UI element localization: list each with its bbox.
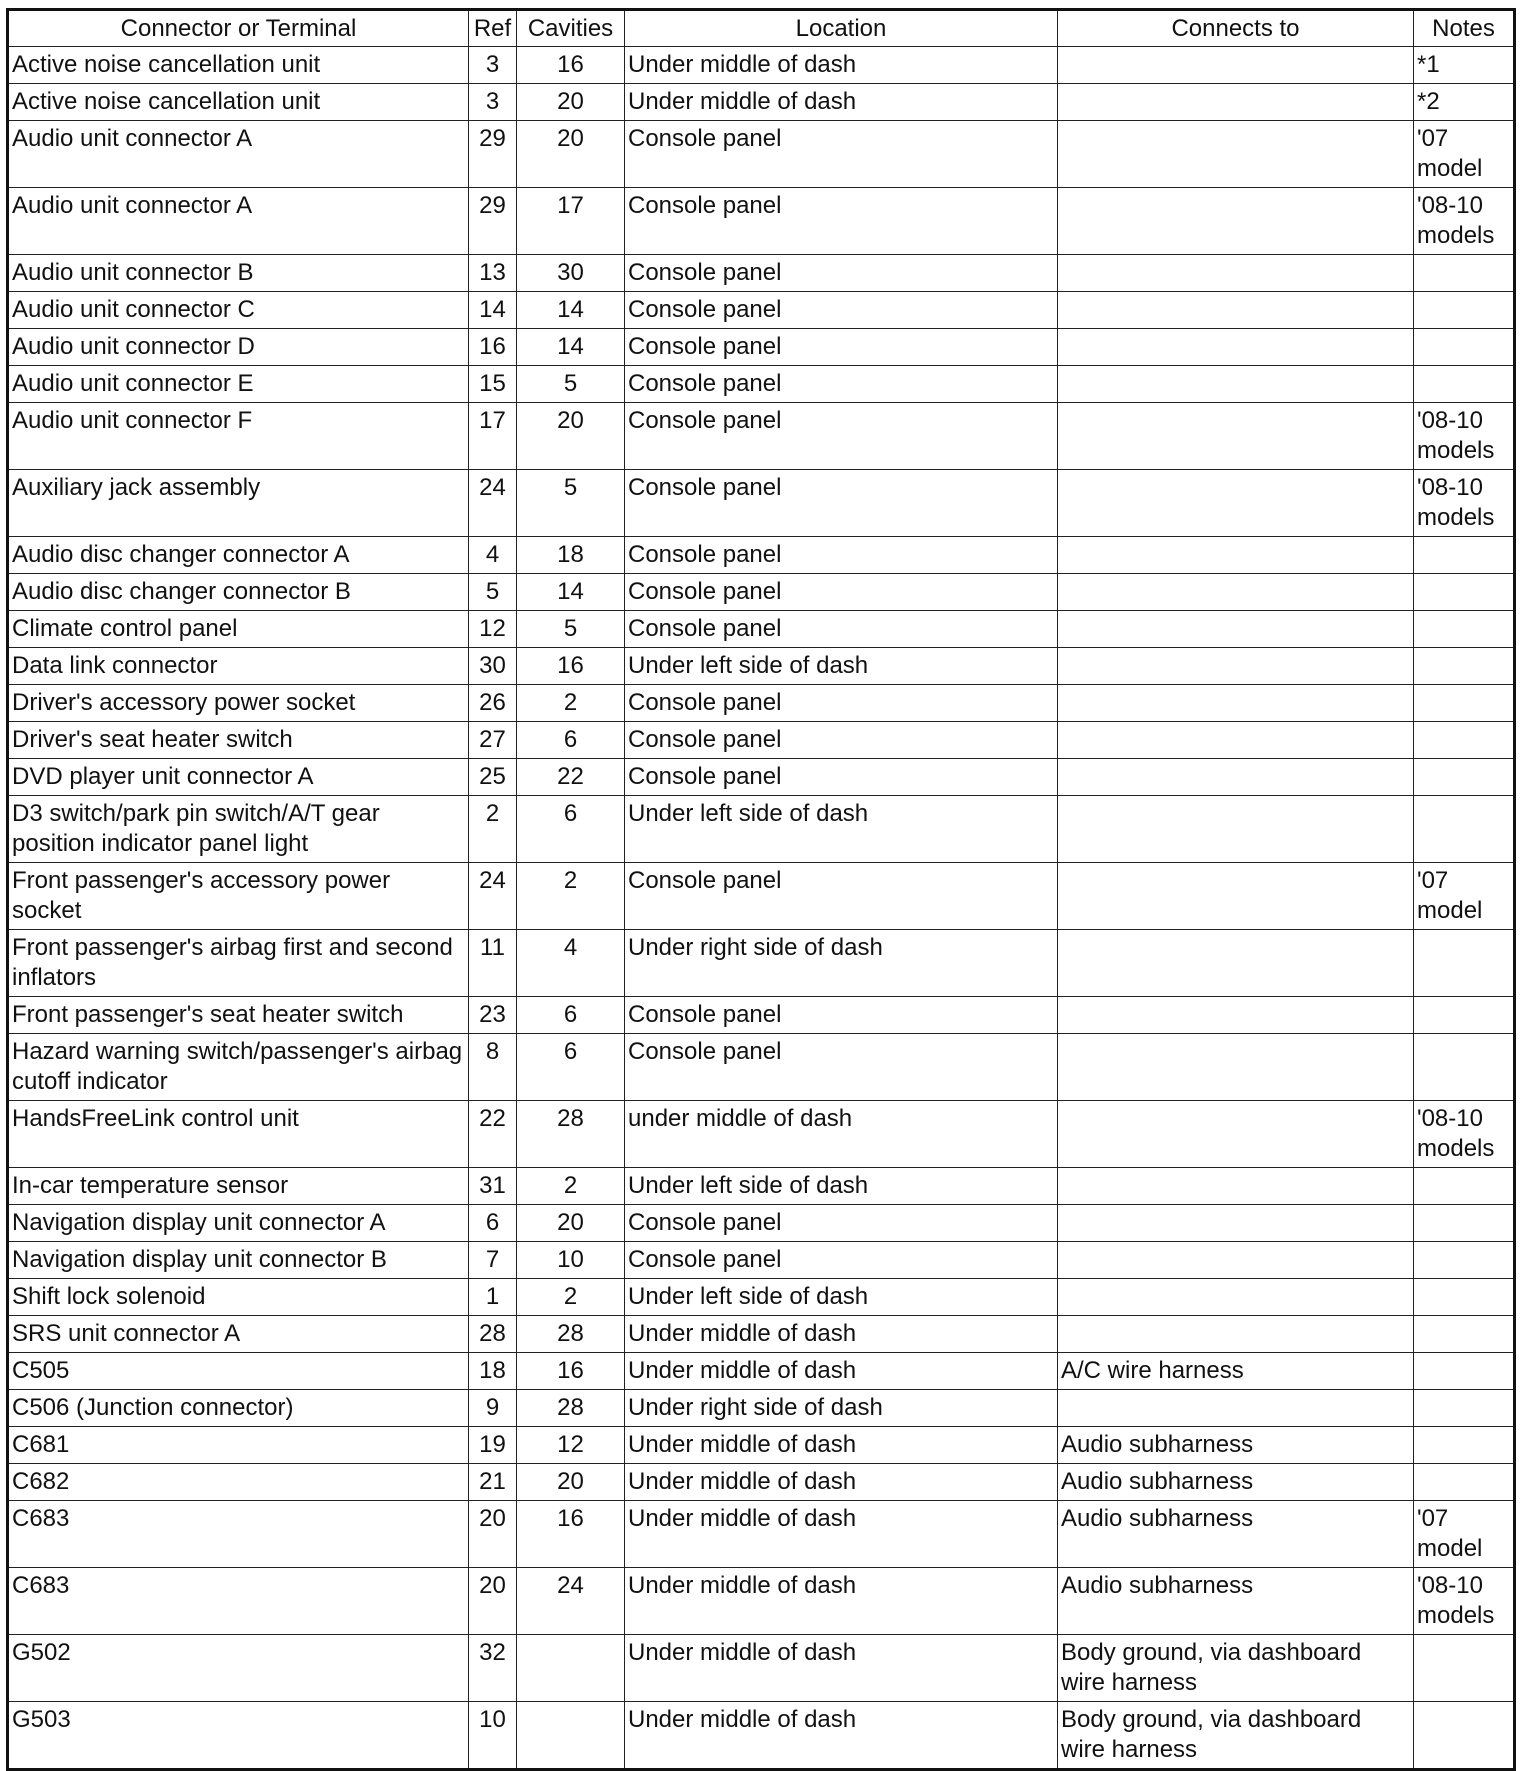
cell-cavities: 16 [517, 47, 625, 84]
cell-connector: Audio unit connector E [8, 366, 469, 403]
cell-cavities: 14 [517, 329, 625, 366]
table-row [8, 188, 1515, 255]
cell-connector: Audio unit connector D [8, 329, 469, 366]
table-row [8, 1205, 1515, 1242]
cell-location: Console panel [625, 470, 1058, 537]
cell-ref: 16 [469, 329, 517, 366]
cell-connects-to [1058, 255, 1414, 292]
table-row [8, 648, 1515, 685]
cell-location: under middle of dash [625, 1101, 1058, 1168]
table-row [8, 796, 1515, 863]
cell-notes [1414, 648, 1515, 685]
cell-location: Under middle of dash [625, 84, 1058, 121]
cell-location: Console panel [625, 292, 1058, 329]
cell-connector: Data link connector [8, 648, 469, 685]
table-row [8, 1568, 1515, 1635]
cell-connects-to [1058, 403, 1414, 470]
table-row [8, 470, 1515, 537]
cell-cavities: 20 [517, 121, 625, 188]
cell-connector: Active noise cancellation unit [8, 47, 469, 84]
cell-ref: 20 [469, 1501, 517, 1568]
cell-ref: 13 [469, 255, 517, 292]
table-row [8, 1427, 1515, 1464]
cell-cavities: 28 [517, 1390, 625, 1427]
cell-connector: Audio unit connector F [8, 403, 469, 470]
cell-ref: 24 [469, 470, 517, 537]
cell-location: Console panel [625, 611, 1058, 648]
cell-ref: 24 [469, 863, 517, 930]
cell-notes [1414, 1316, 1515, 1353]
cell-connects-to [1058, 1101, 1414, 1168]
cell-notes: '08-10 models [1414, 403, 1515, 470]
cell-ref: 15 [469, 366, 517, 403]
cell-location: Under middle of dash [625, 1702, 1058, 1770]
cell-connects-to [1058, 292, 1414, 329]
cell-location: Console panel [625, 759, 1058, 796]
cell-ref: 26 [469, 685, 517, 722]
cell-notes [1414, 1702, 1515, 1770]
cell-notes [1414, 1353, 1515, 1390]
table-header-row [8, 10, 1515, 47]
cell-connector: Navigation display unit connector A [8, 1205, 469, 1242]
cell-notes [1414, 1390, 1515, 1427]
cell-cavities: 5 [517, 366, 625, 403]
table-row [8, 121, 1515, 188]
header-location: Location [625, 10, 1058, 47]
cell-connects-to [1058, 1205, 1414, 1242]
cell-connector: C683 [8, 1568, 469, 1635]
table-row [8, 1168, 1515, 1205]
cell-connector: Climate control panel [8, 611, 469, 648]
cell-notes [1414, 1205, 1515, 1242]
cell-ref: 21 [469, 1464, 517, 1501]
cell-ref: 1 [469, 1279, 517, 1316]
cell-connects-to: Audio subharness [1058, 1464, 1414, 1501]
cell-ref: 29 [469, 121, 517, 188]
cell-cavities: 28 [517, 1101, 625, 1168]
header-connector: Connector or Terminal [8, 10, 469, 47]
cell-connects-to [1058, 366, 1414, 403]
cell-connector: SRS unit connector A [8, 1316, 469, 1353]
cell-notes [1414, 611, 1515, 648]
cell-connector: Audio unit connector A [8, 121, 469, 188]
cell-notes [1414, 1427, 1515, 1464]
cell-connects-to [1058, 930, 1414, 997]
cell-connector: C506 (Junction connector) [8, 1390, 469, 1427]
cell-ref: 5 [469, 574, 517, 611]
table-row [8, 1242, 1515, 1279]
cell-notes [1414, 1279, 1515, 1316]
cell-connects-to [1058, 537, 1414, 574]
cell-cavities: 6 [517, 796, 625, 863]
cell-notes [1414, 329, 1515, 366]
cell-connects-to [1058, 470, 1414, 537]
cell-location: Under middle of dash [625, 1464, 1058, 1501]
cell-cavities: 28 [517, 1316, 625, 1353]
cell-connects-to [1058, 796, 1414, 863]
cell-notes [1414, 997, 1515, 1034]
cell-notes [1414, 759, 1515, 796]
cell-cavities [517, 1635, 625, 1702]
cell-connects-to [1058, 685, 1414, 722]
cell-connector: Navigation display unit connector B [8, 1242, 469, 1279]
cell-notes [1414, 930, 1515, 997]
table-row [8, 574, 1515, 611]
cell-ref: 30 [469, 648, 517, 685]
cell-location: Console panel [625, 1242, 1058, 1279]
cell-location: Console panel [625, 1205, 1058, 1242]
connector-table [6, 8, 1516, 1771]
cell-cavities: 16 [517, 1501, 625, 1568]
cell-cavities: 2 [517, 1279, 625, 1316]
cell-location: Console panel [625, 329, 1058, 366]
cell-notes [1414, 537, 1515, 574]
cell-ref: 29 [469, 188, 517, 255]
table-row [8, 329, 1515, 366]
cell-location: Console panel [625, 574, 1058, 611]
cell-ref: 8 [469, 1034, 517, 1101]
header-notes: Notes [1414, 10, 1515, 47]
cell-ref: 20 [469, 1568, 517, 1635]
cell-connector: Auxiliary jack assembly [8, 470, 469, 537]
cell-ref: 6 [469, 1205, 517, 1242]
table-row [8, 537, 1515, 574]
cell-connects-to [1058, 574, 1414, 611]
cell-location: Under left side of dash [625, 1168, 1058, 1205]
cell-notes: '08-10 models [1414, 1568, 1515, 1635]
cell-notes: '07 model [1414, 1501, 1515, 1568]
cell-notes [1414, 1464, 1515, 1501]
cell-ref: 12 [469, 611, 517, 648]
cell-ref: 10 [469, 1702, 517, 1770]
cell-connects-to: Audio subharness [1058, 1568, 1414, 1635]
cell-location: Under middle of dash [625, 1427, 1058, 1464]
cell-connects-to [1058, 759, 1414, 796]
cell-connector: C682 [8, 1464, 469, 1501]
cell-ref: 14 [469, 292, 517, 329]
cell-location: Console panel [625, 121, 1058, 188]
table-body [8, 47, 1515, 1770]
cell-connector: G503 [8, 1702, 469, 1770]
cell-location: Console panel [625, 366, 1058, 403]
cell-location: Under middle of dash [625, 1635, 1058, 1702]
table-row [8, 292, 1515, 329]
cell-location: Under middle of dash [625, 47, 1058, 84]
cell-location: Under right side of dash [625, 930, 1058, 997]
cell-cavities: 20 [517, 84, 625, 121]
cell-connects-to [1058, 611, 1414, 648]
cell-notes [1414, 685, 1515, 722]
cell-notes: *1 [1414, 47, 1515, 84]
cell-cavities: 16 [517, 648, 625, 685]
cell-connector: Audio unit connector C [8, 292, 469, 329]
cell-cavities: 5 [517, 611, 625, 648]
table-row [8, 366, 1515, 403]
cell-ref: 9 [469, 1390, 517, 1427]
cell-ref: 7 [469, 1242, 517, 1279]
cell-cavities: 5 [517, 470, 625, 537]
cell-notes [1414, 255, 1515, 292]
cell-connector: Audio unit connector B [8, 255, 469, 292]
cell-cavities: 20 [517, 403, 625, 470]
table-row [8, 47, 1515, 84]
cell-cavities [517, 1702, 625, 1770]
table-row [8, 403, 1515, 470]
cell-connector: C683 [8, 1501, 469, 1568]
cell-connector: Front passenger's seat heater switch [8, 997, 469, 1034]
cell-location: Under middle of dash [625, 1353, 1058, 1390]
cell-ref: 17 [469, 403, 517, 470]
cell-notes [1414, 1168, 1515, 1205]
table-row [8, 997, 1515, 1034]
cell-ref: 4 [469, 537, 517, 574]
cell-cavities: 24 [517, 1568, 625, 1635]
table-row [8, 1034, 1515, 1101]
cell-connects-to [1058, 997, 1414, 1034]
cell-connector: C505 [8, 1353, 469, 1390]
cell-connector: Hazard warning switch/passenger's airbag cutoff indicator [8, 1034, 469, 1101]
cell-connector: G502 [8, 1635, 469, 1702]
cell-notes: '07 model [1414, 121, 1515, 188]
cell-cavities: 22 [517, 759, 625, 796]
cell-ref: 3 [469, 84, 517, 121]
cell-connects-to [1058, 121, 1414, 188]
table-row [8, 1279, 1515, 1316]
cell-location: Console panel [625, 255, 1058, 292]
cell-connects-to [1058, 722, 1414, 759]
table-row [8, 84, 1515, 121]
cell-location: Console panel [625, 1034, 1058, 1101]
cell-cavities: 12 [517, 1427, 625, 1464]
cell-connector: Audio disc changer connector B [8, 574, 469, 611]
header-connects-to: Connects to [1058, 10, 1414, 47]
cell-connects-to [1058, 1316, 1414, 1353]
cell-notes [1414, 292, 1515, 329]
header-cavities: Cavities [517, 10, 625, 47]
cell-connects-to [1058, 1242, 1414, 1279]
cell-connector: Driver's accessory power socket [8, 685, 469, 722]
cell-ref: 31 [469, 1168, 517, 1205]
cell-location: Under middle of dash [625, 1316, 1058, 1353]
cell-cavities: 14 [517, 574, 625, 611]
connector-table-page [6, 8, 1513, 1771]
table-row [8, 1635, 1515, 1702]
table-row [8, 1501, 1515, 1568]
cell-connector: DVD player unit connector A [8, 759, 469, 796]
cell-notes [1414, 366, 1515, 403]
cell-connects-to [1058, 188, 1414, 255]
cell-connector: C681 [8, 1427, 469, 1464]
cell-connector: Driver's seat heater switch [8, 722, 469, 759]
cell-connector: Audio unit connector A [8, 188, 469, 255]
cell-cavities: 6 [517, 997, 625, 1034]
table-row [8, 1464, 1515, 1501]
cell-notes: '08-10 models [1414, 470, 1515, 537]
cell-ref: 28 [469, 1316, 517, 1353]
cell-location: Console panel [625, 188, 1058, 255]
cell-location: Console panel [625, 403, 1058, 470]
cell-location: Under right side of dash [625, 1390, 1058, 1427]
cell-location: Under middle of dash [625, 1568, 1058, 1635]
cell-connects-to [1058, 1168, 1414, 1205]
cell-cavities: 2 [517, 863, 625, 930]
table-row [8, 255, 1515, 292]
cell-notes: *2 [1414, 84, 1515, 121]
cell-ref: 2 [469, 796, 517, 863]
cell-location: Console panel [625, 537, 1058, 574]
table-row [8, 1101, 1515, 1168]
table-row [8, 722, 1515, 759]
header-ref: Ref [469, 10, 517, 47]
cell-connects-to: Audio subharness [1058, 1501, 1414, 1568]
table-row [8, 863, 1515, 930]
cell-connects-to [1058, 863, 1414, 930]
table-row [8, 1390, 1515, 1427]
cell-connects-to [1058, 47, 1414, 84]
cell-connector: Active noise cancellation unit [8, 84, 469, 121]
cell-ref: 19 [469, 1427, 517, 1464]
cell-notes [1414, 1034, 1515, 1101]
cell-notes: '07 model [1414, 863, 1515, 930]
table-row [8, 685, 1515, 722]
cell-cavities: 10 [517, 1242, 625, 1279]
cell-location: Console panel [625, 722, 1058, 759]
cell-notes [1414, 574, 1515, 611]
cell-connects-to [1058, 1279, 1414, 1316]
cell-connects-to: Audio subharness [1058, 1427, 1414, 1464]
cell-location: Under left side of dash [625, 1279, 1058, 1316]
cell-connector: In-car temperature sensor [8, 1168, 469, 1205]
cell-connector: Audio disc changer connector A [8, 537, 469, 574]
cell-connects-to [1058, 1390, 1414, 1427]
cell-cavities: 14 [517, 292, 625, 329]
cell-cavities: 16 [517, 1353, 625, 1390]
cell-connector: Front passenger's airbag first and second inflators [8, 930, 469, 997]
cell-location: Console panel [625, 997, 1058, 1034]
cell-location: Under left side of dash [625, 648, 1058, 685]
cell-location: Under left side of dash [625, 796, 1058, 863]
cell-cavities: 2 [517, 1168, 625, 1205]
cell-cavities: 18 [517, 537, 625, 574]
cell-notes [1414, 1635, 1515, 1702]
cell-cavities: 6 [517, 1034, 625, 1101]
cell-ref: 22 [469, 1101, 517, 1168]
cell-cavities: 20 [517, 1205, 625, 1242]
cell-connector: HandsFreeLink control unit [8, 1101, 469, 1168]
cell-location: Console panel [625, 685, 1058, 722]
table-row [8, 611, 1515, 648]
cell-ref: 23 [469, 997, 517, 1034]
cell-connects-to: A/C wire harness [1058, 1353, 1414, 1390]
table-row [8, 759, 1515, 796]
cell-connects-to [1058, 329, 1414, 366]
cell-notes: '08-10 models [1414, 188, 1515, 255]
cell-ref: 11 [469, 930, 517, 997]
cell-location: Console panel [625, 863, 1058, 930]
cell-notes [1414, 1242, 1515, 1279]
cell-connects-to [1058, 1034, 1414, 1101]
table-row [8, 1353, 1515, 1390]
cell-cavities: 2 [517, 685, 625, 722]
cell-ref: 18 [469, 1353, 517, 1390]
cell-connector: Front passenger's accessory power socket [8, 863, 469, 930]
cell-cavities: 6 [517, 722, 625, 759]
cell-ref: 3 [469, 47, 517, 84]
cell-notes [1414, 722, 1515, 759]
table-row [8, 1316, 1515, 1353]
cell-ref: 32 [469, 1635, 517, 1702]
cell-cavities: 4 [517, 930, 625, 997]
cell-cavities: 17 [517, 188, 625, 255]
cell-notes [1414, 796, 1515, 863]
cell-connector: D3 switch/park pin switch/A/T gear position indicator panel light [8, 796, 469, 863]
cell-connects-to: Body ground, via dashboard wire harness [1058, 1702, 1414, 1770]
cell-location: Under middle of dash [625, 1501, 1058, 1568]
cell-connector: Shift lock solenoid [8, 1279, 469, 1316]
cell-connects-to: Body ground, via dashboard wire harness [1058, 1635, 1414, 1702]
cell-ref: 27 [469, 722, 517, 759]
cell-cavities: 30 [517, 255, 625, 292]
table-row [8, 1702, 1515, 1770]
cell-cavities: 20 [517, 1464, 625, 1501]
cell-ref: 25 [469, 759, 517, 796]
cell-connects-to [1058, 648, 1414, 685]
table-row [8, 930, 1515, 997]
cell-notes: '08-10 models [1414, 1101, 1515, 1168]
cell-connects-to [1058, 84, 1414, 121]
